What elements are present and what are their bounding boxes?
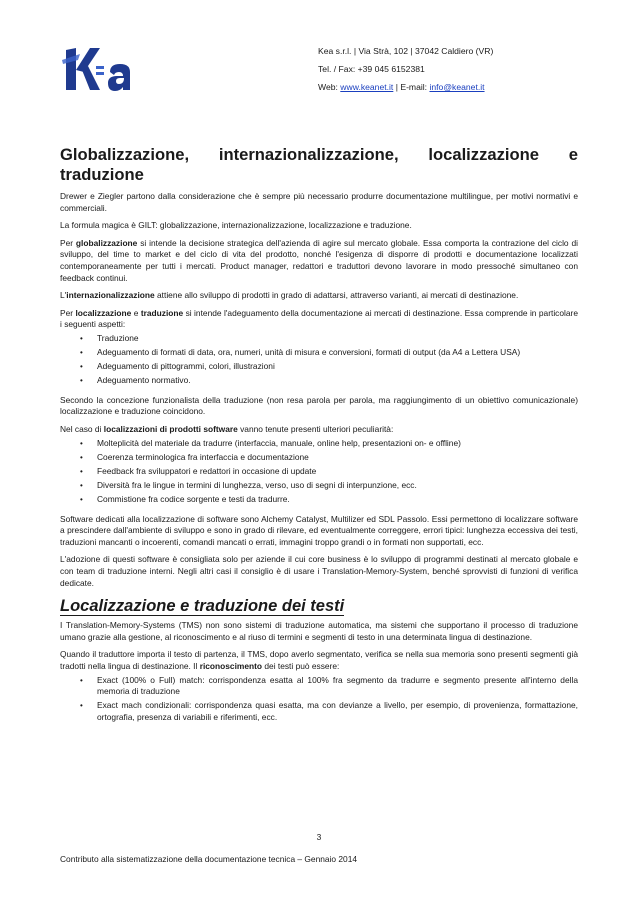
list-item: • Traduzione [80, 332, 139, 343]
list-item: • Molteplicità del materiale da tradurre (interfaccia, manuale, online help, presentazioni on- e offline) [80, 437, 461, 448]
list-item: • Adeguamento normativo. [80, 375, 191, 386]
email-link[interactable]: info@keanet.it [429, 82, 485, 92]
bullet-icon: • [80, 675, 83, 685]
list-item: • Coerenza terminologica fra interfaccia e documentazione [80, 451, 309, 462]
bullet-icon: • [80, 333, 83, 343]
paragraph: L'internazionalizzazione attiene allo sviluppo di prodotti in grado di adattarsi, attraverso varianti, ai mercati di destinazione. [60, 290, 519, 301]
paragraph: Per localizzazione e traduzione si intende l'adeguamento della documentazione ai mercati di destinazione. Essa comprende in particolare i seguenti aspetti: [60, 307, 578, 330]
document-body [60, 145, 578, 731]
bullet-list [60, 333, 578, 387]
company-address: Kea s.r.l. | Via Strà, 102 | 37042 Caldiero (VR) [318, 46, 494, 56]
bullet-list [60, 438, 578, 506]
section-heading: Localizzazione e traduzione dei testi [60, 597, 345, 616]
bullet-icon: • [80, 701, 83, 711]
bullet-icon: • [80, 376, 83, 386]
list-item: • Exact mach condizionali: corrispondenza quasi esatta, ma con devianze a livello, per esempio, di provenienza, formattazione, ortografia, presenza di variabili e riferimenti, ecc. [80, 700, 578, 722]
paragraph: L'adozione di questi software è consigliata solo per aziende il cui core business è lo sviluppo di programmi destinati al mercato globale e con team di traduzione interni. Negli altri casi il consiglio è di usare i Translation-Memory-System, benché sprovvisti di funzioni di verifica dedicate. [60, 554, 578, 588]
paragraph: Drewer e Ziegler partono dalla considerazione che è sempre più necessario produrre documentazione multilingue, per motivi normativi e commerciali. [60, 191, 578, 213]
page-number: 3 [316, 832, 322, 842]
bullet-icon: • [80, 348, 83, 358]
list-item: • Diversità fra le lingue in termini di lunghezza, verso, uso di segni di interpunzione, ecc. [80, 479, 417, 490]
paragraph: La formula magica è GILT: globalizzazione, internazionalizzazione, localizzazione e traduzione. [60, 220, 412, 231]
paragraph: Quando il traduttore importa il testo di partenza, il TMS, dopo averlo segmentato, verifica se nella sua memoria sono presenti segmenti già tradotti nella lingua di destinazione. Il riconoscimento dei testi può essere: [60, 649, 578, 671]
website-link[interactable]: www.keanet.it [340, 82, 394, 92]
paragraph: Per globalizzazione si intende la decisione strategica dell'azienda di agire sul mercato globale. Essa comporta la contrazione del ciclo di sviluppo, del time to market e del ciclo di vita del prodotto, nonché l'esigenza di disporre di prodotti e documentazione localizzati contemporaneamente per tutti i mercati. Product manager, redattori e traduttori devono lavorare in modo pressoché simultaneo con feedback continui. [60, 237, 578, 283]
paragraph: I Translation-Memory-Systems (TMS) non sono sistemi di traduzione automatica, ma sistemi che supportano il processo di traduzione umano grazie alla gestione, al riconoscimento e al riuso di termini e segmenti di testo in una determinata lingua di destinazione. [60, 620, 578, 642]
paragraph: Secondo la concezione funzionalista della traduzione (non resa parola per parola, ma raggiungimento di un obiettivo comunicazionale) localizzazione e traduzione coincidono. [60, 394, 578, 417]
company-phone: Tel. / Fax: +39 045 6152381 [318, 64, 425, 74]
bullet-icon: • [80, 362, 83, 372]
company-info [318, 42, 493, 96]
bullet-icon: • [80, 494, 83, 504]
company-web-email: Web: www.keanet.it | E-mail: info@keanet.it [318, 82, 485, 92]
list-item: • Exact (100% o Full) match: corrispondenza esatta al 100% fra segmento da tradurre e segmento presente all'interno della memoria di traduzione [80, 674, 578, 697]
list-item: • Commistione fra codice sorgente e testi da tradurre. [80, 493, 290, 504]
page-title: Globalizzazione, internazionalizzazione, localizzazione e traduzione [60, 145, 578, 184]
bullet-icon: • [80, 452, 83, 462]
list-item: • Adeguamento di formati di data, ora, numeri, unità di misura e conversioni, formati di output (da A4 a Lettera USA) [80, 347, 521, 358]
paragraph: Software dedicati alla localizzazione di software sono Alchemy Catalyst, Multilizer ed SDL Passolo. Essi permettono di localizzare software a prescindere dall'ambiente di sviluppo e sono in grado di rilevare, ed eventualmente correggere, errori tipici: lunghezza eccessiva dei testi, traduzioni mancanti o incoerenti, comandi mancati o errati, immagini troppo grandi o in formati non supportati, ecc. [60, 513, 578, 547]
list-item: • Feedback fra sviluppatori e redattori in occasione di update [80, 465, 317, 476]
list-item: • Adeguamento di pittogrammi, colori, illustrazioni [80, 361, 275, 372]
bullet-list [60, 675, 578, 724]
kea-logo [60, 40, 136, 94]
footer-text: Contributo alla sistematizzazione della documentazione tecnica – Gennaio 2014 [60, 854, 358, 864]
bullet-icon: • [80, 438, 83, 448]
bullet-icon: • [80, 466, 83, 476]
paragraph: Nel caso di localizzazioni di prodotti software vanno tenute presenti ulteriori peculiarità: [60, 424, 394, 434]
bullet-icon: • [80, 480, 83, 490]
